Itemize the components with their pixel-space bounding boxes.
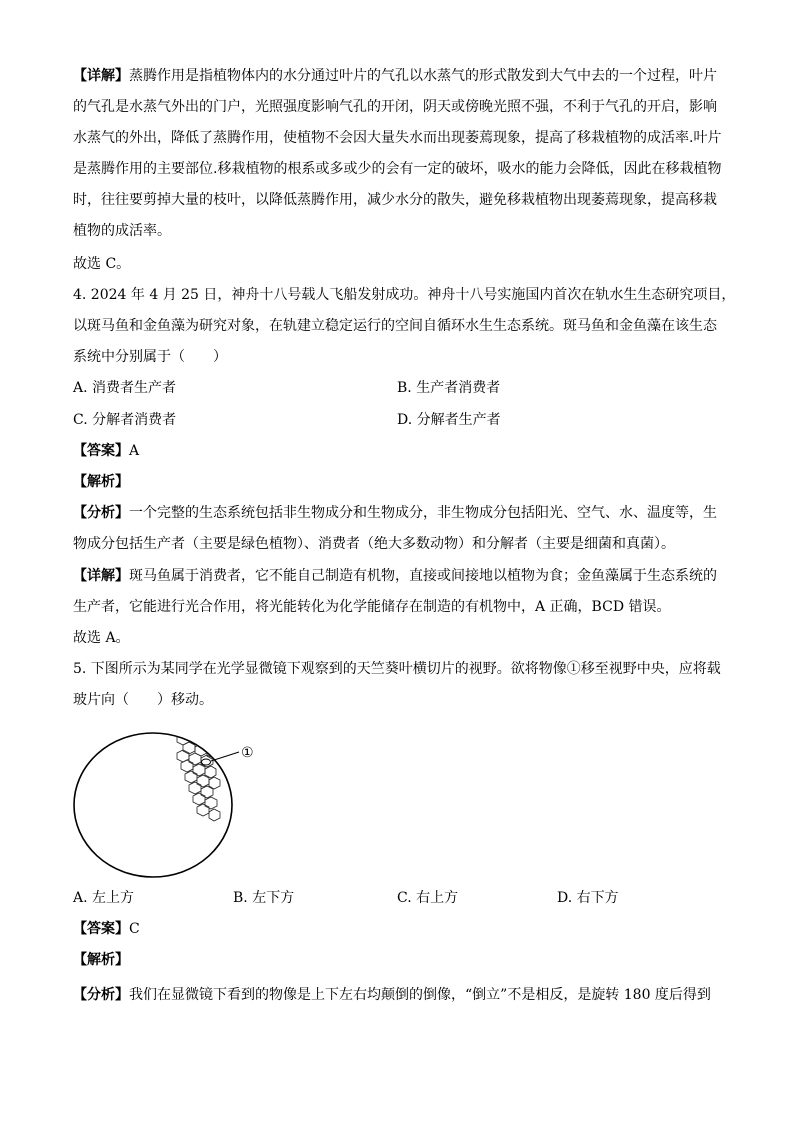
q4-stem-line-2: 以斑马鱼和金鱼藻为研究对象，在轨建立稳定运行的空间自循环水生生态系统。斑马鱼和金鱼藻在该生态 [73, 318, 717, 334]
q3-conclusion: 故选 C。 [73, 256, 131, 272]
q5-stem-line-1: 5. 下图所示为某同学在光学显微镜下观察到的天竺葵叶横切片的视野。欲将物像①移至视野中央，应将载 [73, 661, 721, 677]
section-tag: 【解析】 [73, 474, 129, 490]
q3-detail-line-1: 【详解】蒸腾作用是指植物体内的水分通过叶片的气孔以水蒸气的形式散发到大气中去的一个过程，叶片 [73, 68, 717, 84]
q5-stem-line-2: 玻片向（ ）移动。 [73, 692, 213, 708]
q4-conclusion: 故选 A。 [73, 630, 130, 646]
q4-detail-line-2: 生产者，它能进行光合作用，将光能转化为化学能储存在制造的有机物中，A 正确，BCD 错误。 [73, 599, 671, 615]
q4-option-a: A. 消费者生产者 [73, 380, 177, 396]
section-tag: 【解析】 [73, 952, 129, 968]
q4-analysis-heading [73, 472, 129, 492]
q4-stem-line-1: 4. 2024 年 4 月 25 日，神舟十八号载人飞船发射成功。神舟十八号实施国内首次在轨水生生态研究项目， [73, 287, 736, 303]
section-tag: 【分析】 [73, 505, 129, 521]
q5-analysis-line-1: 【分析】我们在显微镜下看到的物像是上下左右均颠倒的倒像，“倒立”不是相反，是旋转 180 度后得到 [73, 987, 711, 1003]
q4-option-b: B. 生产者消费者 [397, 380, 501, 396]
q3-detail-line-6: 植物的成活率。 [73, 223, 171, 239]
microscope-field-figure [73, 728, 273, 878]
q5-option-c: C. 右上方 [397, 890, 459, 906]
q3-detail-line-2: 的气孔是水蒸气外出的门户，光照强度影响气孔的开闭，阴天或傍晚光照不强，不利于气孔的开启，影响 [73, 99, 717, 115]
q4-stem-line-3: 系统中分别属于（ ） [73, 349, 227, 365]
section-tag: 【答案】 [73, 443, 129, 459]
q4-option-c: C. 分解者消费者 [73, 412, 177, 428]
q5-option-a: A. 左上方 [73, 890, 135, 906]
q5-option-d: D. 右下方 [557, 890, 619, 906]
section-tag: 【详解】 [73, 568, 129, 584]
q5-option-b: B. 左下方 [233, 890, 295, 906]
q3-detail-line-3: 水蒸气的外出，降低了蒸腾作用，使植物不会因大量失水而出现萎蔫现象，提高了移栽植物的成活率.叶片 [73, 130, 722, 146]
q4-analysis-line-2: 物成分包括生产者（主要是绿色植物）、消费者（绝大多数动物）和分解者（主要是细菌和真菌）。 [73, 536, 675, 552]
q4-detail-line-1: 【详解】斑马鱼属于消费者，它不能自己制造有机物，直接或间接地以植物为食；金鱼藻属于生态系统的 [73, 568, 717, 584]
q4-analysis-line-1: 【分析】一个完整的生态系统包括非生物成分和生物成分，非生物成分包括阳光、空气、水、温度等，生 [73, 505, 717, 521]
section-tag: 【详解】 [73, 68, 129, 84]
section-tag: 【答案】 [73, 921, 129, 937]
q3-detail-line-5: 时，往往要剪掉大量的枝叶，以降低蒸腾作用，减少水分的散失，避免移栽植物出现萎蔫现象，提高移栽 [73, 192, 717, 208]
field-of-view-circle [74, 733, 232, 877]
label-leader-line [211, 752, 239, 761]
q5-answer: 【答案】C [73, 921, 140, 937]
figure-label-1: ① [241, 745, 254, 761]
section-tag: 【分析】 [73, 987, 129, 1003]
q4-answer: 【答案】A [73, 443, 140, 459]
q5-analysis-heading [73, 950, 129, 970]
q3-detail-line-4: 是蒸腾作用的主要部位.移栽植物的根系或多或少的会有一定的破坏，吸水的能力会降低，因此在移栽植物 [73, 161, 722, 177]
q4-option-d: D. 分解者生产者 [397, 412, 501, 428]
